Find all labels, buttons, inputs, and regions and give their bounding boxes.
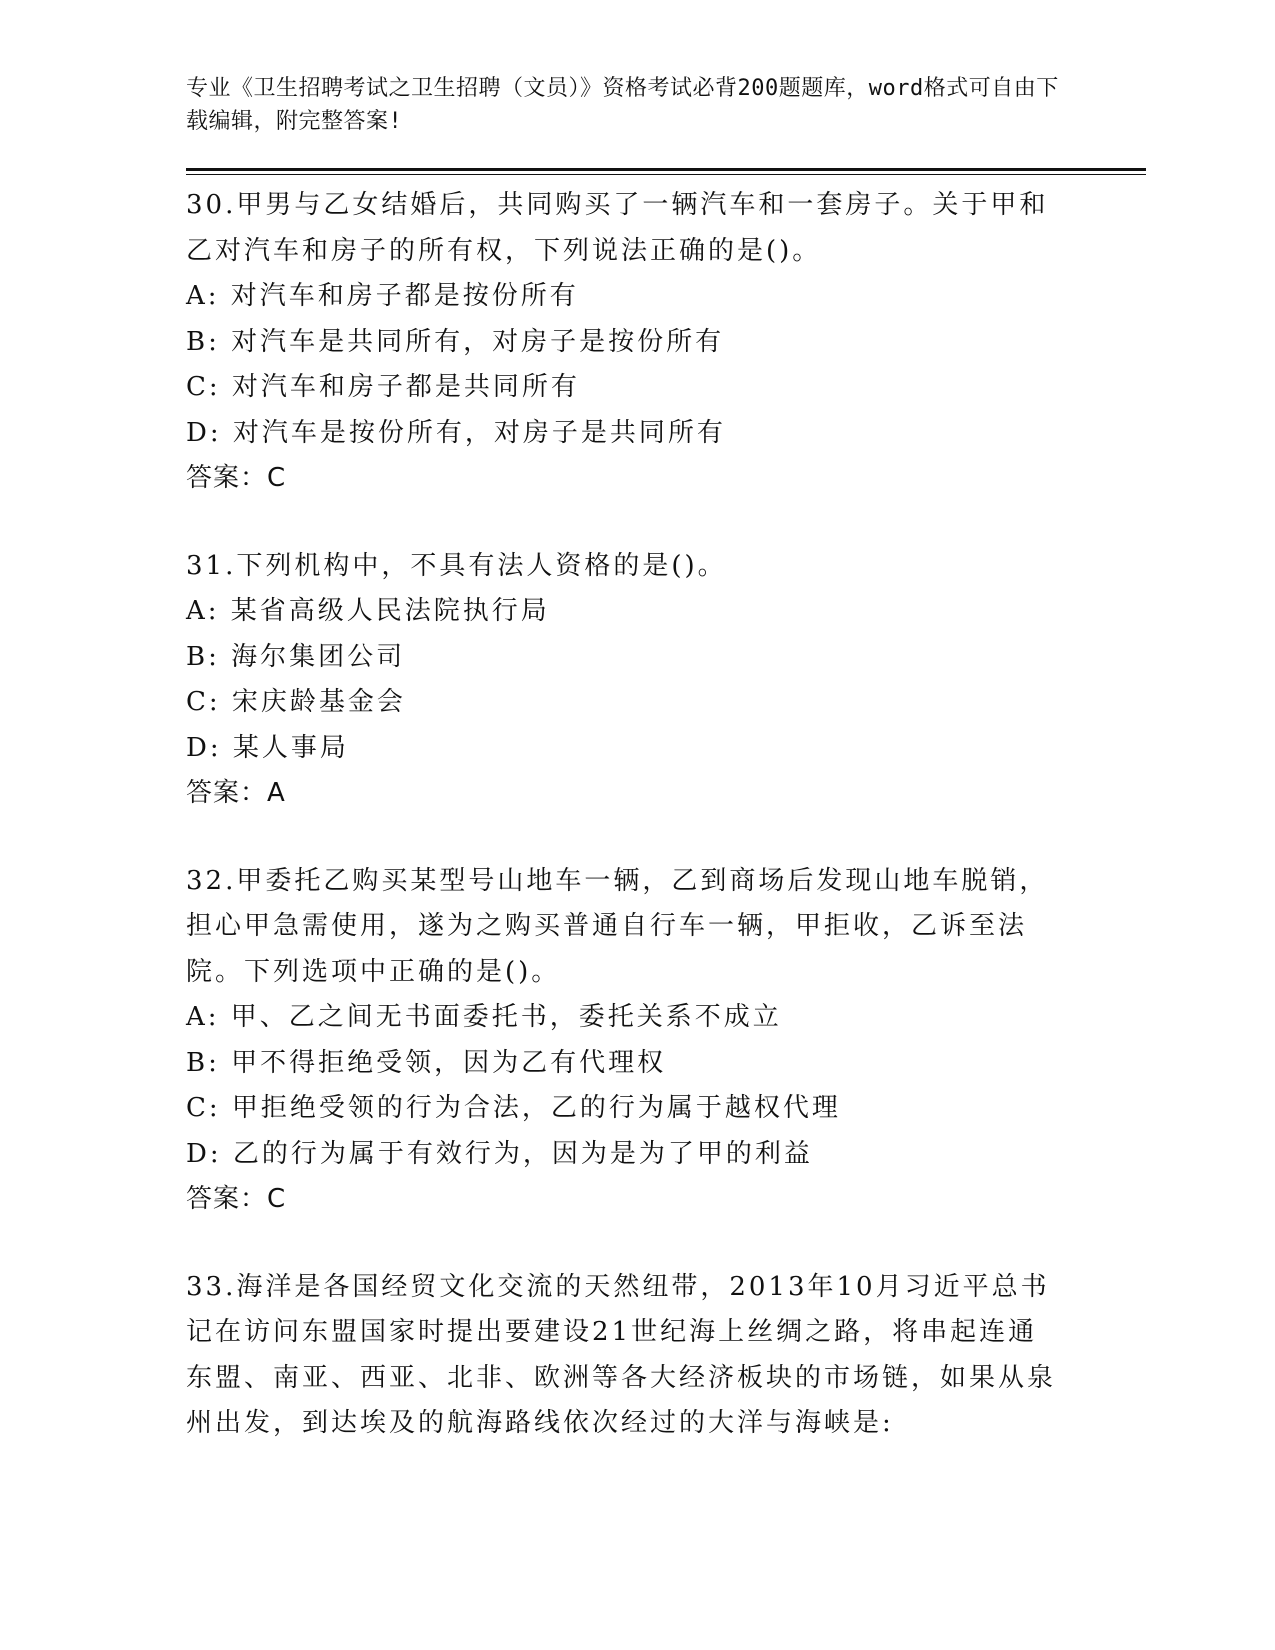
- option-a: A: 甲、乙之间无书面委托书，委托关系不成立: [186, 1002, 782, 1032]
- option-d: D: 对汽车是按份所有，对房子是共同所有: [186, 417, 726, 448]
- option-b: B: 海尔集团公司: [186, 641, 406, 672]
- option-d: D: 某人事局: [186, 732, 349, 763]
- header-divider-thin: [186, 174, 1146, 175]
- option-c: C: 甲拒绝受领的行为合法，乙的行为属于越权代理: [186, 1093, 841, 1123]
- option-b: B: 甲不得拒绝受领，因为乙有代理权: [186, 1047, 667, 1078]
- question-stem: 33.海洋是各国经贸文化交流的天然纽带，2013年10月习近平总书记在访问东盟国家时提出要建设21世纪海上丝绸之路，将串起连通东盟、南亚、西亚、北非、欧洲等各大经济板块的市场链，如果从泉州出发，到达埃及的航海路线依次经过的大洋与海峡是:: [186, 1271, 1057, 1438]
- question-33: [186, 1265, 1146, 1447]
- option-d: D: 乙的行为属于有效行为，因为是为了甲的利益: [186, 1138, 813, 1169]
- document-page: [186, 72, 1146, 1447]
- option-c: C: 对汽车和房子都是共同所有: [186, 372, 580, 402]
- question-stem: 32.甲委托乙购买某型号山地车一辆，乙到商场后发现山地车脱销，担心甲急需使用，遂为之购买普通自行车一辆，甲拒收，乙诉至法院。下列选项中正确的是()。: [186, 865, 1049, 987]
- answer-line: 答案：C: [186, 1184, 287, 1214]
- option-a: A: 对汽车和房子都是按份所有: [186, 281, 579, 311]
- document-header: 专业《卫生招聘考试之卫生招聘（文员）》资格考试必背200题题库，word格式可自由下载编辑，附完整答案!: [186, 76, 1059, 134]
- question-stem: 30.甲男与乙女结婚后，共同购买了一辆汽车和一套房子。关于甲和乙对汽车和房子的所有权，下列说法正确的是()。: [186, 190, 1049, 266]
- option-b: B: 对汽车是共同所有，对房子是按份所有: [186, 326, 725, 357]
- question-30: [186, 183, 1146, 502]
- answer-line: 答案：A: [186, 778, 286, 808]
- option-a: A: 某省高级人民法院执行局: [186, 596, 550, 626]
- question-31: [186, 544, 1146, 817]
- header-divider-thick: [186, 168, 1146, 171]
- question-stem: 31.下列机构中，不具有法人资格的是()。: [186, 550, 727, 581]
- answer-line: 答案：C: [186, 463, 287, 493]
- option-c: C: 宋庆龄基金会: [186, 687, 406, 717]
- question-32: [186, 859, 1146, 1223]
